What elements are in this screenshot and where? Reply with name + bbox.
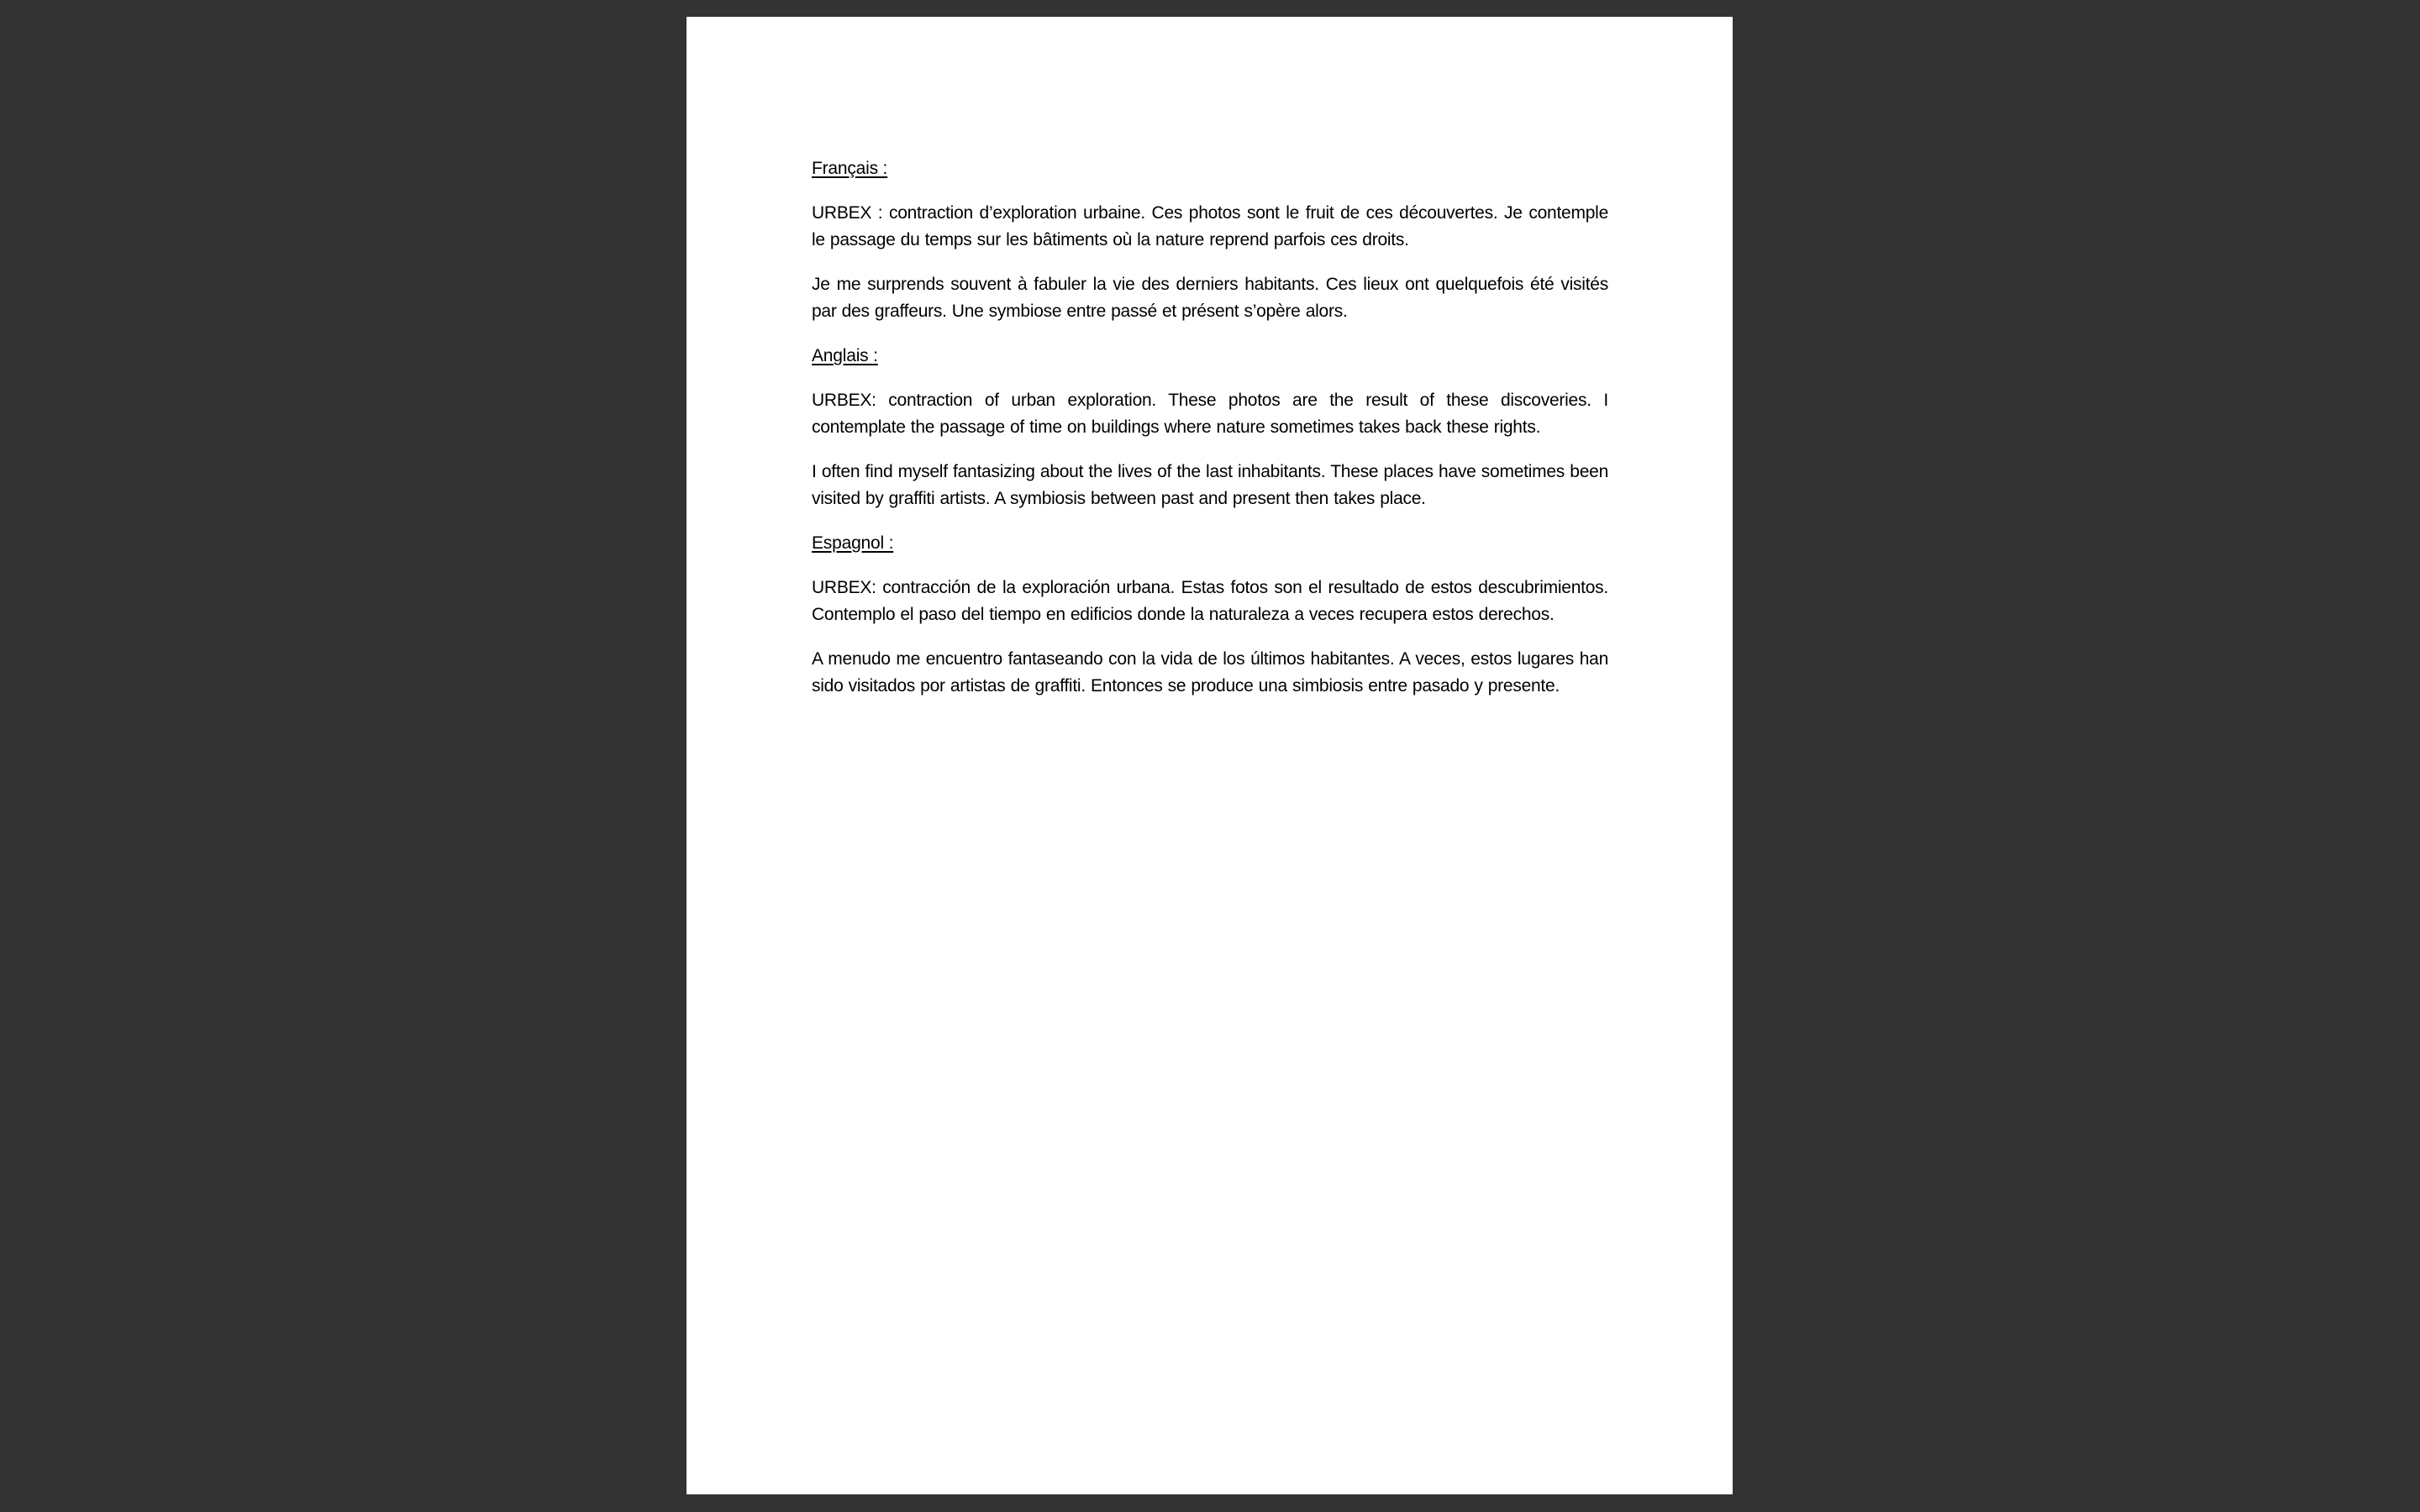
paragraph: URBEX: contracción de la exploración urbana. Estas fotos son el resultado de estos descubrimientos. Contemplo el paso del tiempo en edificios donde la naturaleza a veces recupera estos derechos. — [812, 578, 1608, 624]
paragraph: A menudo me encuentro fantaseando con la vida de los últimos habitantes. A veces, estos lugares han sido visitados por artistas de graffiti. Entonces se produce una simbiosis entre pasado y presente. — [812, 649, 1608, 696]
document-page — [687, 17, 1733, 1494]
section-anglais — [812, 343, 1608, 512]
section-francais — [812, 155, 1608, 325]
page-content — [812, 155, 1608, 717]
paragraph: Je me surprends souvent à fabuler la vie des derniers habitants. Ces lieux ont quelquefois été visités par des graffeurs. Une symbiose entre passé et présent s’opère alors. — [812, 275, 1608, 321]
section-heading: Espagnol : — [812, 533, 894, 553]
section-espagnol — [812, 530, 1608, 700]
paragraph: URBEX : contraction d’exploration urbaine. Ces photos sont le fruit de ces découvertes. Je contemple le passage du temps sur les bâtiments où la nature reprend parfois ces droits. — [812, 203, 1608, 249]
paragraph: I often find myself fantasizing about the lives of the last inhabitants. These places have sometimes been visited by graffiti artists. A symbiosis between past and present then takes place. — [812, 462, 1608, 508]
section-heading: Français : — [812, 159, 888, 178]
paragraph: URBEX: contraction of urban exploration. These photos are the result of these discoveries. I contemplate the passage of time on buildings where nature sometimes takes back these rights. — [812, 391, 1608, 437]
section-heading: Anglais : — [812, 346, 878, 365]
